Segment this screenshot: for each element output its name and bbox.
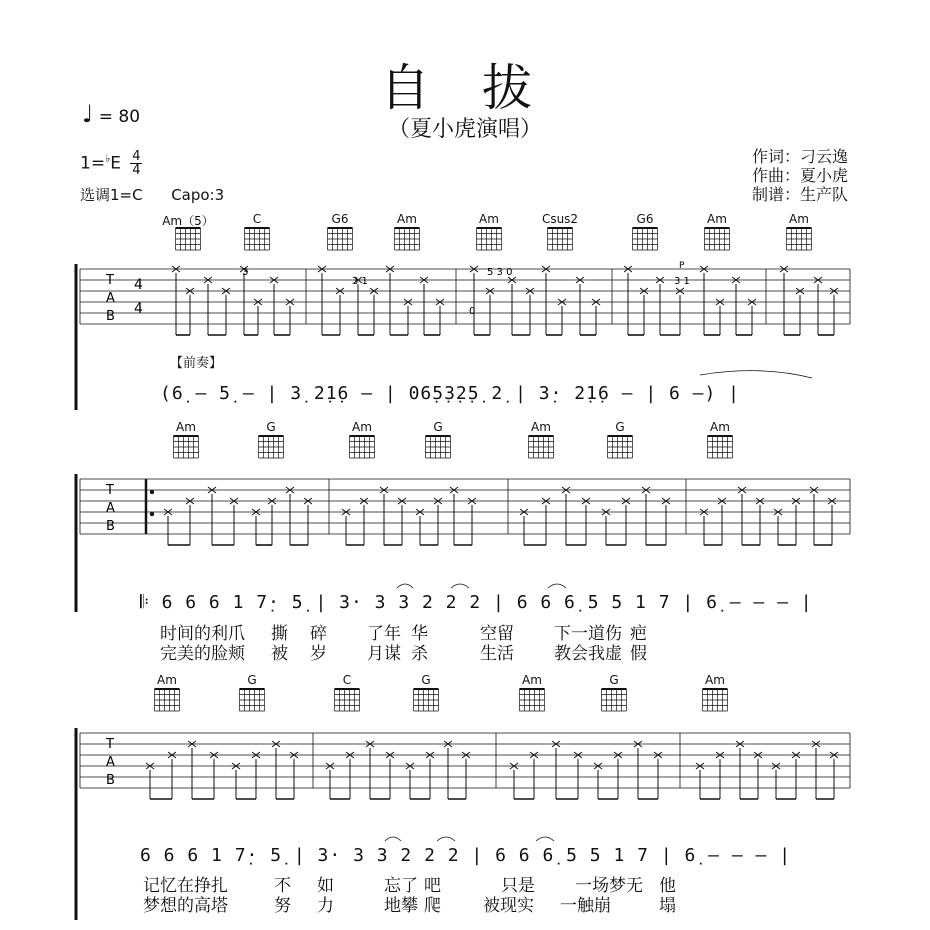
lyricist: 作词：刁云逸 (751, 147, 848, 166)
fret-number: 3 (242, 267, 249, 278)
chord-diagram (529, 436, 554, 458)
capo-info: 选调1=C Capo:3 (80, 186, 225, 204)
chord-name: G (266, 420, 276, 434)
chord-name: G6 (331, 212, 349, 226)
pull-off-mark: P (679, 261, 685, 271)
tempo-value: = 80 (98, 107, 141, 127)
song-subtitle: （夏小虎演唱） (387, 117, 542, 142)
svg-text:B: B (106, 773, 115, 788)
composer: 作曲：夏小虎 (751, 166, 848, 185)
chord-name: Am (707, 212, 727, 226)
key-label: 1= (80, 153, 106, 174)
svg-text:T: T (106, 483, 114, 498)
chord-diagram (174, 436, 199, 458)
chord-name: G (433, 420, 443, 434)
lyrics-verse-1: 记忆在挣扎 不 如 忘了 吧 只是 一场梦无 他 (143, 876, 676, 896)
chord-diagram (395, 228, 420, 250)
chord-name: Am (710, 420, 730, 434)
chord-diagram (548, 228, 573, 250)
chord-diagram (335, 689, 360, 711)
chord-name: C (342, 673, 352, 687)
time-sig-top: 4 (134, 277, 143, 293)
fret-number: 5 3 0 (487, 267, 513, 278)
chord-diagram (787, 228, 812, 250)
tab-letter-t: T (106, 273, 114, 288)
chord-name: G (615, 420, 625, 434)
chord-diagram (328, 228, 353, 250)
chord-name: Am (176, 420, 196, 434)
tab-letter-b: B (106, 309, 115, 324)
numbered-notation: 𝄆 6 6 6 1 7̣· 5̣ | 3· 3 3 2 2 2 | 6 6 6̣ 5 5 1 7 | 6̣ – – – | (140, 592, 813, 613)
key-note: E (110, 153, 122, 174)
numbered-notation: (6̣ – 5̣ – | 3̣ 2̣1̣6 – | 06̣5̣3̣2̣5̣ 2̣ | 3̣· 2̣1̣6 – | 6 –) | (160, 383, 741, 404)
chord-diagram (245, 228, 270, 250)
svg-text:A: A (106, 501, 115, 516)
chord-diagram (708, 436, 733, 458)
chord-name: G6 (636, 212, 654, 226)
chord-diagram (705, 228, 730, 250)
fret-number: 3 1 (674, 276, 690, 287)
lyrics-verse-2: 完美的脸颊 被 岁 月谋 杀 生活 教会我虚 假 (160, 644, 647, 664)
section-label: 【前奏】 (170, 356, 223, 371)
tab-letter-a: A (106, 291, 115, 306)
time-bottom: 4 (132, 163, 141, 178)
chord-diagram (176, 228, 201, 250)
chord-name: Am (789, 212, 809, 226)
time-top: 4 (132, 149, 141, 164)
chord-name: G (247, 673, 257, 687)
flat-icon: ♭ (105, 151, 111, 165)
chord-diagram (414, 689, 439, 711)
chord-name: Am (352, 420, 372, 434)
chord-name: Am (397, 212, 417, 226)
chord-name: Am (705, 673, 725, 687)
chord-diagram (602, 689, 627, 711)
chord-diagram (350, 436, 375, 458)
chord-diagram (259, 436, 284, 458)
chord-diagram (477, 228, 502, 250)
quarter-note-icon: ♩ (82, 100, 94, 128)
lyrics-verse-2: 梦想的高塔 努 力 地攀 爬 被现实 一触崩 塌 (143, 896, 676, 916)
chord-name: Am (522, 673, 542, 687)
chord-name: G (421, 673, 431, 687)
chord-diagram (426, 436, 451, 458)
svg-text:T: T (106, 737, 114, 752)
chord-diagram (155, 689, 180, 711)
chord-name: Am (531, 420, 551, 434)
chord-diagram (633, 228, 658, 250)
chord-name: C (252, 212, 262, 226)
chord-name: G (609, 673, 619, 687)
chord-diagram (703, 689, 728, 711)
svg-text:B: B (106, 519, 115, 534)
lyrics-verse-1: 时间的利爪 撕 碎 了年 华 空留 下一道伤 疤 (160, 624, 647, 644)
fret-number: 0 (469, 306, 476, 317)
chord-name: Am（5） (162, 214, 214, 228)
transcriber: 制谱：生产队 (751, 185, 848, 204)
svg-text:A: A (106, 755, 115, 770)
chord-diagram (240, 689, 265, 711)
chord-diagram (520, 689, 545, 711)
time-sig-bottom: 4 (134, 301, 143, 317)
chord-diagram (608, 436, 633, 458)
numbered-notation: 6 6 6 1 7̣· 5̣ | 3· 3 3 2 2 2 | 6 6 6̣ 5 5 1 7 | 6̣ – – – | (140, 845, 792, 866)
song-title: 自 拔 (380, 59, 550, 117)
chord-name: Am (479, 212, 499, 226)
chord-name: Csus2 (541, 212, 579, 226)
chord-name: Am (157, 673, 177, 687)
fret-number: 3 1 (352, 276, 368, 287)
